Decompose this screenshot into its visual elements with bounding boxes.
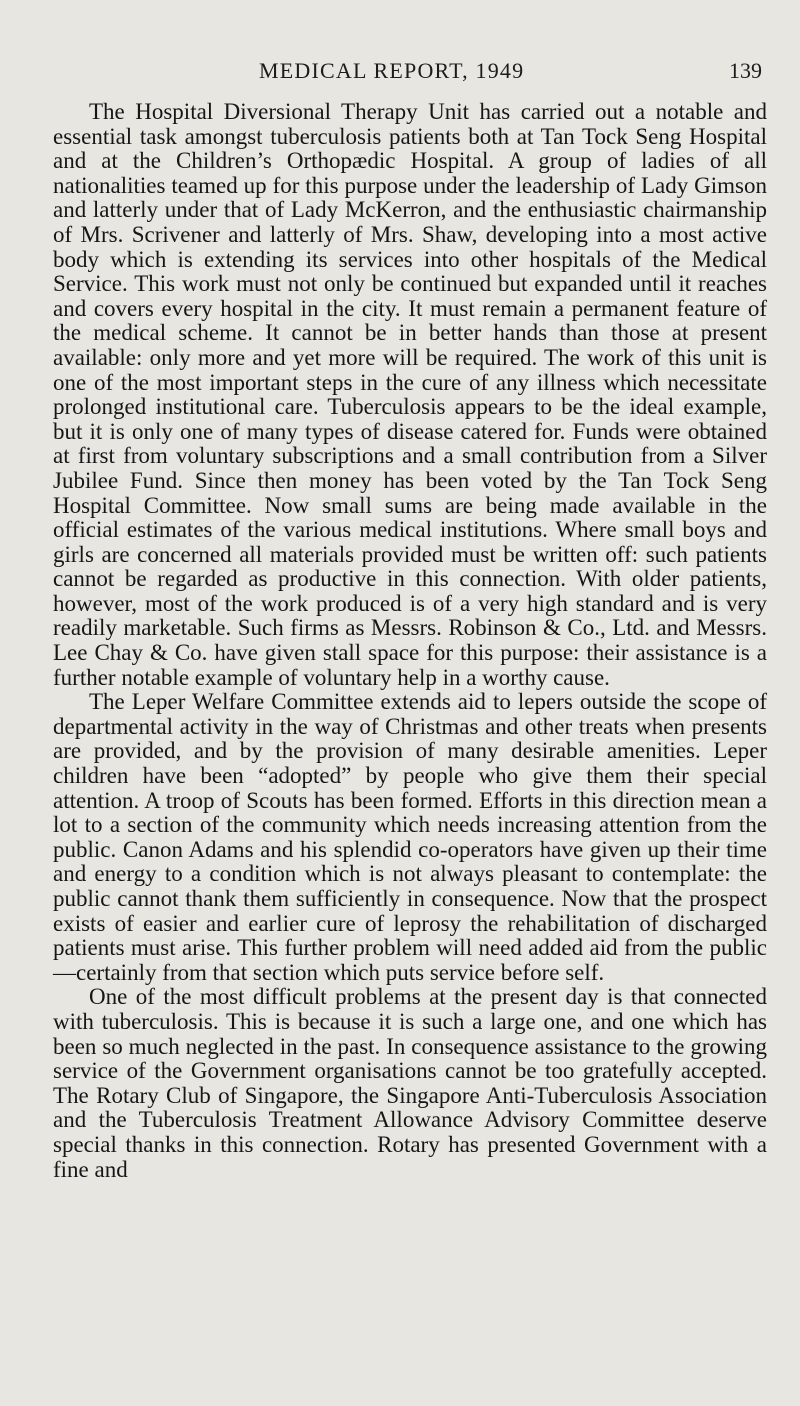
header-title: MEDICAL REPORT, 1949 bbox=[259, 58, 525, 83]
paragraph-diversional-therapy: The Hospital Diversional Therapy Unit has carried out a notable and essential task amongst tuberculosis patients both at Tan Tock Seng Hospital and at the Children’s Orthopædic Hospital. A group of ladies of all nationalities teamed up for this purpose under the leadership of Lady Gimson and latterly under that of Lady McKerron, and the enthusiastic chairmanship of Mrs. Scrivener and latterly of Mrs. Shaw, developing into a most active body which is extending its services into other hospitals of the Medical Service. This work must not only be continued but expanded until it reaches and covers every hospital in the city. It must remain a permanent feature of the medical scheme. It cannot be in better hands than those at present available: only more and yet more will be required. The work of this unit is one of the most important steps in the cure of any illness which necessitate prolonged institutional care. Tuberculosis appears to be the ideal example, but it is only one of many types of disease catered for. Funds were obtained at first from voluntary subscriptions and a small contribution from a Silver Jubilee Fund. Since then money has been voted by the Tan Tock Seng Hospital Committee. Now small sums are being made available in the official estimates of the various medical institutions. Where small boys and girls are concerned all materials provided must be written off: such patients cannot be regarded as productive in this connection. With older patients, however, most of the work produced is of a very high standard and is very readily marketable. Such firms as Messrs. Robinson & Co., Ltd. and Messrs. Lee Chay & Co. have given stall space for this purpose: their assistance is a further notable example of voluntary help in a worthy cause. bbox=[53, 99, 767, 690]
paragraph-tuberculosis: One of the most difficult problems at the present day is that connected with tuberculosis. This is because it is such a large one, and one which has been so much neglected in the past. In consequence assistance to the growing service of the Government organisations cannot be too gratefully accepted. The Rotary Club of Singapore, the Singapore Anti-Tuberculosis Association and the Tuberculosis Treatment Allowance Advisory Committee deserve special thanks in this connection. Rotary has presented Government with a fine and bbox=[53, 984, 767, 1182]
paragraph-leper-welfare: The Leper Welfare Committee extends aid to lepers outside the scope of departmental activity in the way of Christmas and other treats when presents are provided, and by the provision of many desirable amenities. Leper children have been “adopted” by people who give them their special attention. A troop of Scouts has been formed. Efforts in this direction mean a lot to a section of the community which needs increasing attention from the public. Canon Adams and his splendid co-operators have given up their time and energy to a condition which is not always pleasant to contemplate: the public cannot thank them sufficiently in consequence. Now that the prospect exists of easier and earlier cure of leprosy the rehabilitation of discharged patients must arise. This further problem will need added aid from the public—certainly from that section which puts service before self. bbox=[53, 689, 767, 985]
page-number: 139 bbox=[729, 58, 762, 83]
body-text bbox=[53, 100, 767, 1182]
running-header bbox=[0, 58, 800, 88]
